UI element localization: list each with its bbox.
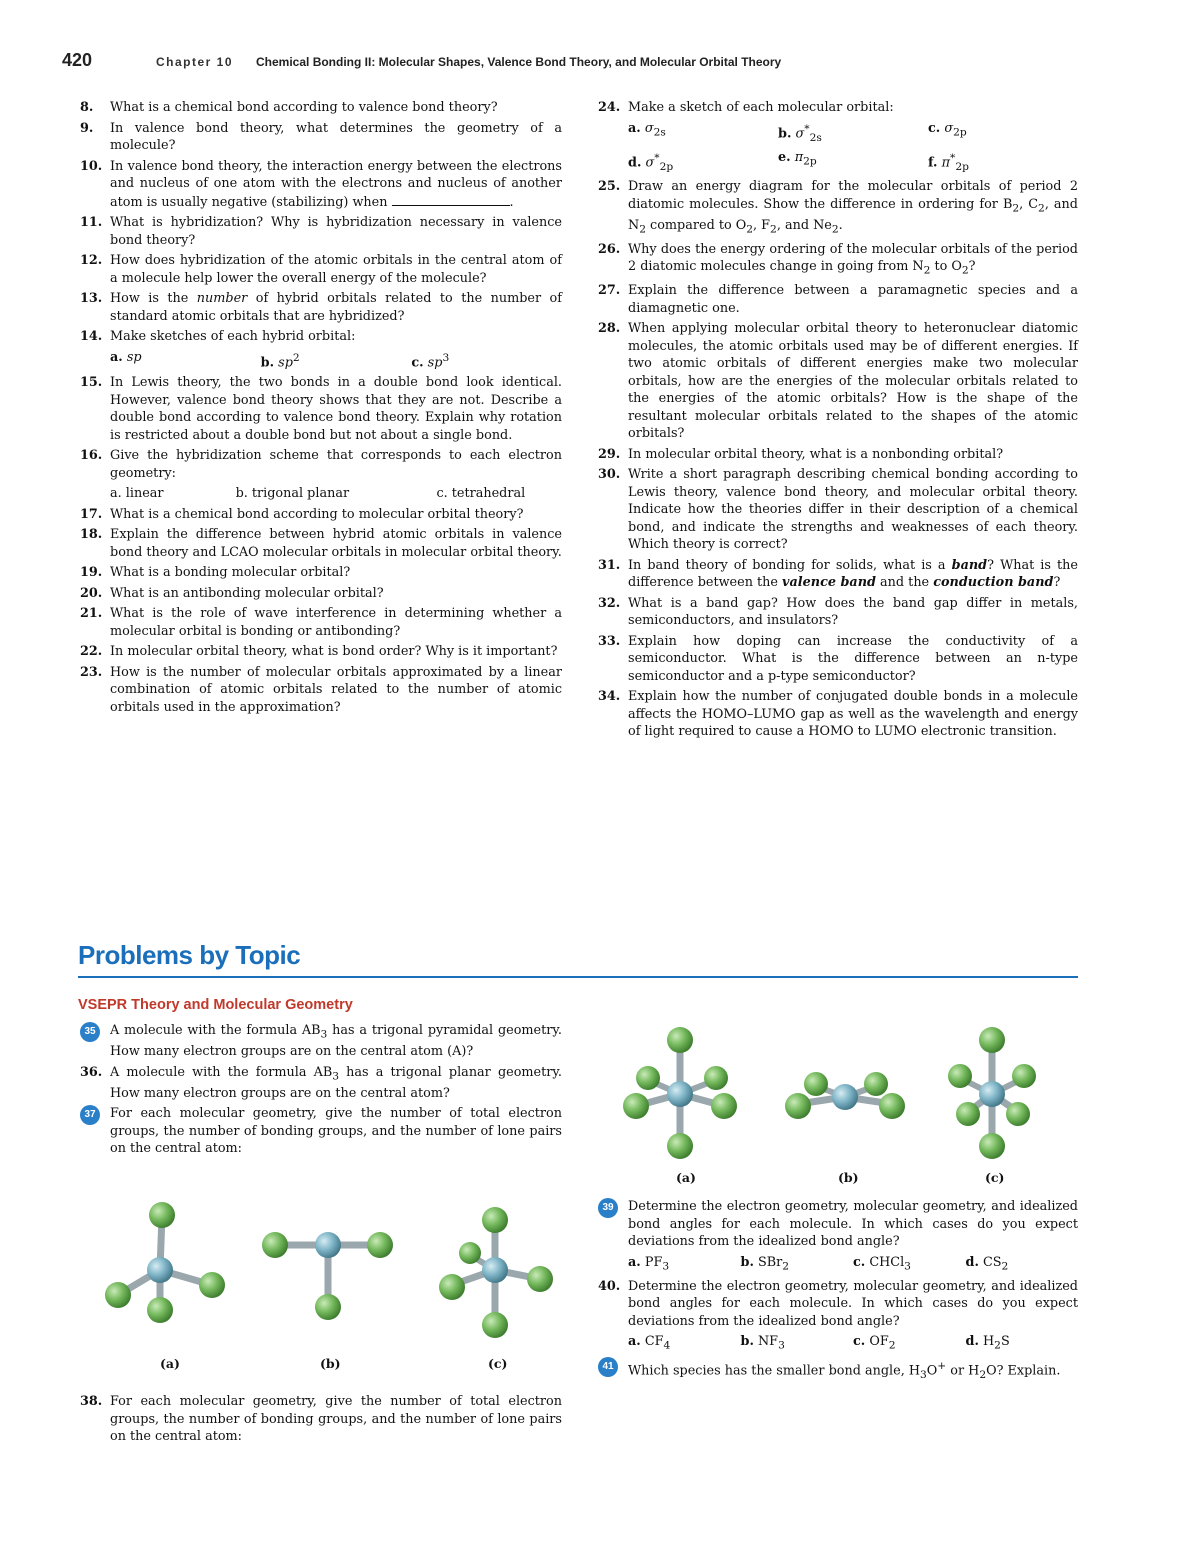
question-31: 31. In band theory of bonding for solids, what is a band? What is the difference between the valence band and the conduction band? — [598, 557, 1078, 591]
question-30: 30. Write a short paragraph describing chemical bonding according to Lewis theory, valence bond theory, and molecular orbital theory. Indicate how the theories differ in their description of a chemical bond, and indicate the strengths and weaknesses of each theory. Which theory is correct? — [598, 467, 1078, 553]
problem-badge: 37 — [80, 1105, 100, 1125]
figure-38-label-b: (b) — [838, 1170, 859, 1185]
question-24-options-row2: d. $\sigma^*_{2p}$ e. $\pi_{2p}$ f. $\pi^*_{2p}$ — [628, 149, 969, 173]
question-16: 16. Give the hybridization scheme that corresponds to each electron geometry: — [80, 448, 562, 481]
section-divider — [78, 976, 1078, 978]
question-29: 29. In molecular orbital theory, what is a nonbonding orbital? — [598, 446, 1004, 462]
page-header — [56, 46, 1140, 76]
chapter-label: Chapter 10 — [156, 55, 234, 69]
question-24-options-row1: a. $\sigma_{2s}$ b. $\sigma^*_{2s}$ c. $\sigma_{2p}$ — [628, 120, 967, 144]
figure-37-label-c: (c) — [488, 1356, 508, 1371]
question-25: 25. Draw an energy diagram for the molecular orbitals of period 2 diatomic molecules. Show the difference in ordering for $B_2$, $C_2$, and $N_2$ compared to $O_2$, $F_2$, and $Ne_2$. — [598, 179, 1078, 236]
question-34: 34. Explain how the number of conjugated double bonds in a molecule affects the HOMO–LUMO gap as well as the wavelength and energy of light required to cause a HOMO to LUMO electronic transition. — [598, 689, 1078, 740]
problem-39-options: a. $PF_3$ b. SBr$_2$ c. CHCl$_3$ d. $CS_2$ — [628, 1254, 1009, 1273]
question-21: 21. What is the role of wave interference in determining whether a molecular orbital is bonding or antibonding? — [80, 606, 562, 639]
question-11: 11. What is hybridization? Why is hybridization necessary in valence bond theory? — [80, 215, 562, 248]
question-22: 22. In molecular orbital theory, what is bond order? Why is it important? — [80, 644, 558, 660]
problem-40-options: a. $CF_4$ b. $NF_3$ c. $OF_2$ d. $H_2S$ — [628, 1334, 1010, 1352]
question-27: 27. Explain the difference between a paramagnetic species and a diamagnetic one. — [598, 283, 1078, 316]
question-13: 13. How is the number of hybrid orbitals related to the number of standard atomic orbitals that are hybridized? — [80, 291, 562, 324]
chapter-title: Chemical Bonding II: Molecular Shapes, Valence Bond Theory, and Molecular Orbital Theory — [256, 55, 782, 69]
question-33: 33. Explain how doping can increase the conductivity of a semiconductor. What is the difference between an n-type semiconductor and a p-type semiconductor? — [598, 633, 1078, 684]
question-8: 8. What is a chemical bond according to valence bond theory? — [80, 100, 498, 115]
problem-35: 35 A molecule with the formula $AB_3$ has a trigonal pyramidal geometry. How many electron groups are on the central atom (A)? — [80, 1022, 562, 1061]
question-10: 10. In valence bond theory, the interaction energy between the electrons and nucleus of one atom with the electrons and nucleus of another atom is usually negative (stabilizing) when . — [80, 158, 562, 210]
fill-in-blank[interactable] — [392, 193, 510, 206]
question-16-options: a. linear b. trigonal planar c. tetrahedral — [110, 486, 526, 502]
problem-badge: 39 — [598, 1198, 618, 1218]
molecule-38b — [785, 1072, 905, 1119]
problem-38-block — [80, 1393, 562, 1449]
problem-36: 36. A molecule with the formula $AB_3$ has a trigonal planar geometry. How many electron groups are on the central atom? — [80, 1064, 562, 1101]
right-column — [598, 99, 1078, 744]
problems-left-column — [80, 1022, 562, 1161]
molecule-38a — [623, 1027, 737, 1159]
question-12: 12. How does hybridization of the atomic orbitals in the central atom of a molecule help lower the overall energy of the molecule? — [80, 253, 562, 286]
molecule-38c — [948, 1027, 1036, 1159]
question-9: 9. In valence bond theory, what determines the geometry of a molecule? — [80, 120, 562, 153]
section-title: Problems by Topic — [78, 940, 301, 970]
molecule-37c — [439, 1207, 553, 1338]
question-15: 15. In Lewis theory, the two bonds in a double bond look identical. However, valence bond theory shows that they are not. Describe a double bond according to valence bond theory. Explain why rotation is restricted about a double bond but not about a single bond. — [80, 375, 562, 443]
question-17: 17. What is a chemical bond according to molecular orbital theory? — [80, 506, 524, 522]
problem-badge: 35 — [80, 1022, 100, 1042]
left-column — [80, 99, 562, 719]
question-20: 20. What is an antibonding molecular orbital? — [80, 585, 384, 601]
problem-badge: 41 — [598, 1357, 618, 1377]
figure-37-molecules — [90, 1195, 560, 1350]
problem-40: 40. Determine the electron geometry, molecular geometry, and idealized bond angles for each molecule. In which cases do you expect deviations from the idealized bond angle? — [598, 1278, 1078, 1329]
figure-37-label-a: (a) — [160, 1356, 180, 1371]
question-24: 24. Make a sketch of each molecular orbital: — [598, 100, 894, 115]
subsection-title: VSEPR Theory and Molecular Geometry — [78, 997, 353, 1013]
question-23: 23. How is the number of molecular orbitals approximated by a linear combination of atomic orbitals related to the number of atomic orbitals used in the approximation? — [80, 664, 562, 715]
question-32: 32. What is a band gap? How does the band gap differ in metals, semiconductors, and insulators? — [598, 595, 1078, 629]
problem-38: 38. For each molecular geometry, give the number of total electron groups, the number of bonding groups, and the number of lone pairs on the central atom: — [80, 1394, 562, 1444]
figure-38-molecules — [620, 1022, 1060, 1162]
question-26: 26. Why does the energy ordering of the molecular orbitals of the period 2 diatomic molecules change in going from $N_2$ to $O_2$? — [598, 241, 1078, 277]
problem-37: 37 For each molecular geometry, give the number of total electron groups, the number of bonding groups, and the number of lone pairs on the central atom: — [80, 1105, 562, 1158]
question-28: 28. When applying molecular orbital theory to heteronuclear diatomic molecules, the atomic orbitals used may be of different energies. If two atomic orbitals of different energies make two molecular orbitals, how are the energies of the molecular orbitals related to the energies of the atomic orbitals? How is the shape of the resultant molecular orbitals related to the shapes of the atomic orbitals? — [598, 321, 1078, 442]
problem-41: 41 Which species has the smaller bond angle, $H_3O^+$ or $H_2O$? Explain. — [598, 1357, 1078, 1383]
problems-right-column — [598, 1198, 1078, 1386]
question-19: 19. What is a bonding molecular orbital? — [80, 565, 351, 581]
molecule-37b — [262, 1232, 393, 1320]
molecule-37a — [105, 1202, 225, 1323]
problem-39: 39 Determine the electron geometry, molecular geometry, and idealized bond angles for each molecule. In which cases do you expect deviations from the idealized bond angle? — [598, 1198, 1078, 1251]
question-14: 14. Make sketches of each hybrid orbital: — [80, 329, 356, 344]
page-number: 420 — [62, 50, 93, 70]
figure-38-label-a: (a) — [676, 1170, 696, 1185]
figure-37-label-b: (b) — [320, 1356, 341, 1371]
figure-38-label-c: (c) — [985, 1170, 1005, 1185]
question-18: 18. Explain the difference between hybrid atomic orbitals in valence bond theory and LCAO molecular orbitals in molecular orbital theory. — [80, 527, 562, 560]
question-14-options: a. sp b. $sp^2$ c. $sp^3$ — [110, 349, 450, 370]
